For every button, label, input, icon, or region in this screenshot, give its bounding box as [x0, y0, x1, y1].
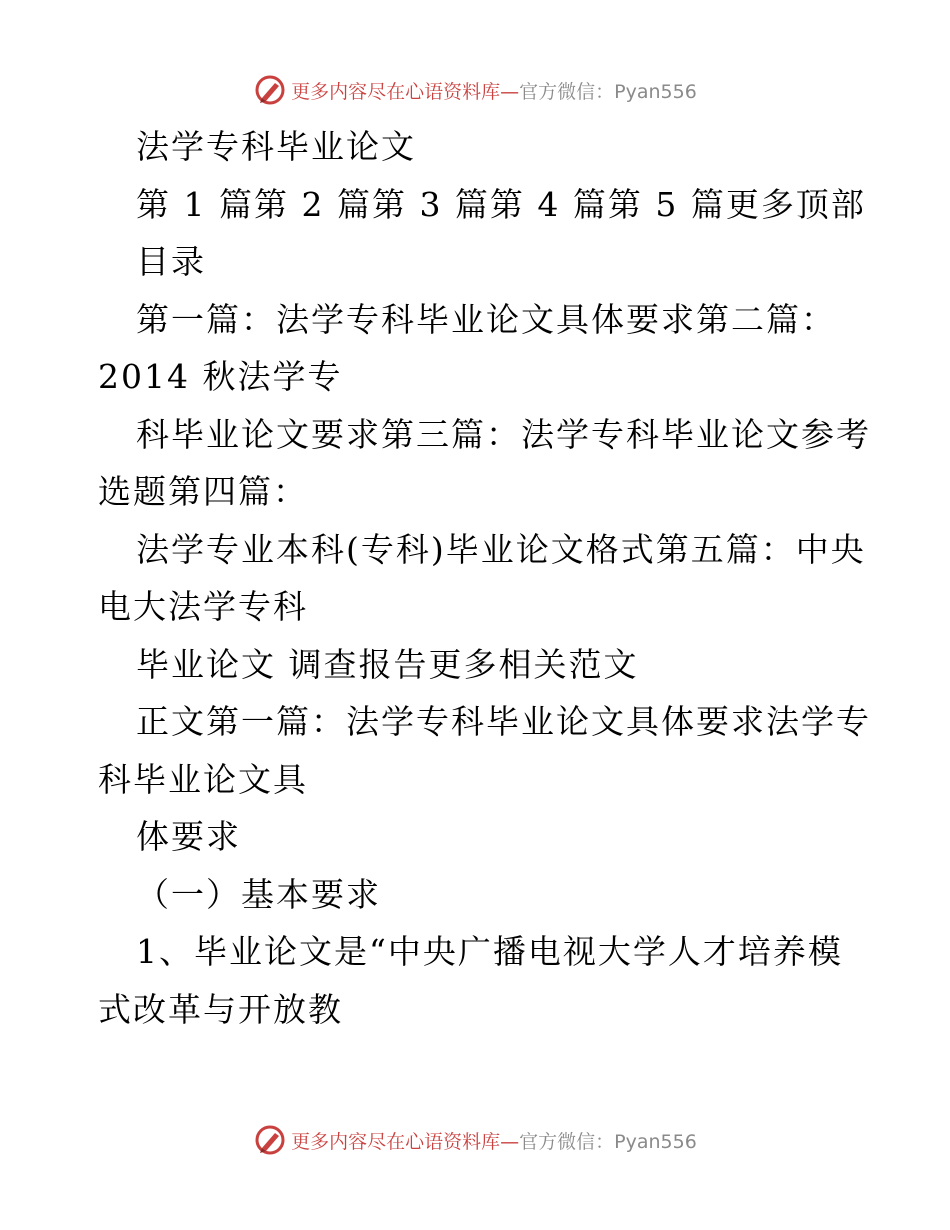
text-line: 体要求 — [136, 817, 241, 856]
header-banner — [0, 70, 950, 110]
footer-banner-wechat: 官方微信：Pyan556 — [519, 1130, 697, 1153]
header-banner-dash: — — [500, 80, 520, 103]
text-line: 1、毕业论文是“中央广播电视大学人才培养模 — [136, 932, 843, 971]
footer-banner-main: 更多内容尽在心语资料库 — [291, 1130, 501, 1153]
text-line: 第 1 篇第 2 篇第 3 篇第 4 篇第 5 篇更多顶部 — [136, 184, 866, 224]
text-line: （一）基本要求 — [136, 874, 381, 914]
footer-banner-text — [291, 1127, 697, 1154]
pen-logo-icon — [253, 73, 287, 107]
text-line: 第一篇：法学专科毕业论文具体要求第二篇： — [136, 299, 836, 339]
text-line: 目录 — [136, 242, 206, 281]
text-line: 电大法学专科 — [98, 587, 308, 626]
document-body — [98, 118, 871, 1038]
text-line: 式改革与开放教 — [98, 989, 343, 1029]
text-line: 毕业论文 调查报告更多相关范文 — [136, 644, 639, 684]
text-line: 科毕业论文要求第三篇：法学专科毕业论文参考 — [136, 414, 871, 454]
header-banner-wechat: 官方微信：Pyan556 — [519, 80, 697, 103]
pen-logo-icon — [253, 1123, 287, 1157]
text-line: 2014 秋法学专 — [98, 357, 343, 396]
header-banner-main: 更多内容尽在心语资料库 — [291, 80, 501, 103]
footer-banner-dash: — — [500, 1130, 520, 1153]
text-line: 选题第四篇： — [98, 472, 308, 511]
text-line: 法学专科毕业论文 — [136, 127, 416, 166]
text-line: 正文第一篇：法学专科毕业论文具体要求法学专 — [136, 702, 871, 741]
text-line: 科毕业论文具 — [98, 759, 308, 799]
header-banner-text — [291, 77, 697, 104]
text-line: 法学专业本科(专科)毕业论文格式第五篇：中央 — [136, 529, 866, 569]
footer-banner — [0, 1120, 950, 1160]
